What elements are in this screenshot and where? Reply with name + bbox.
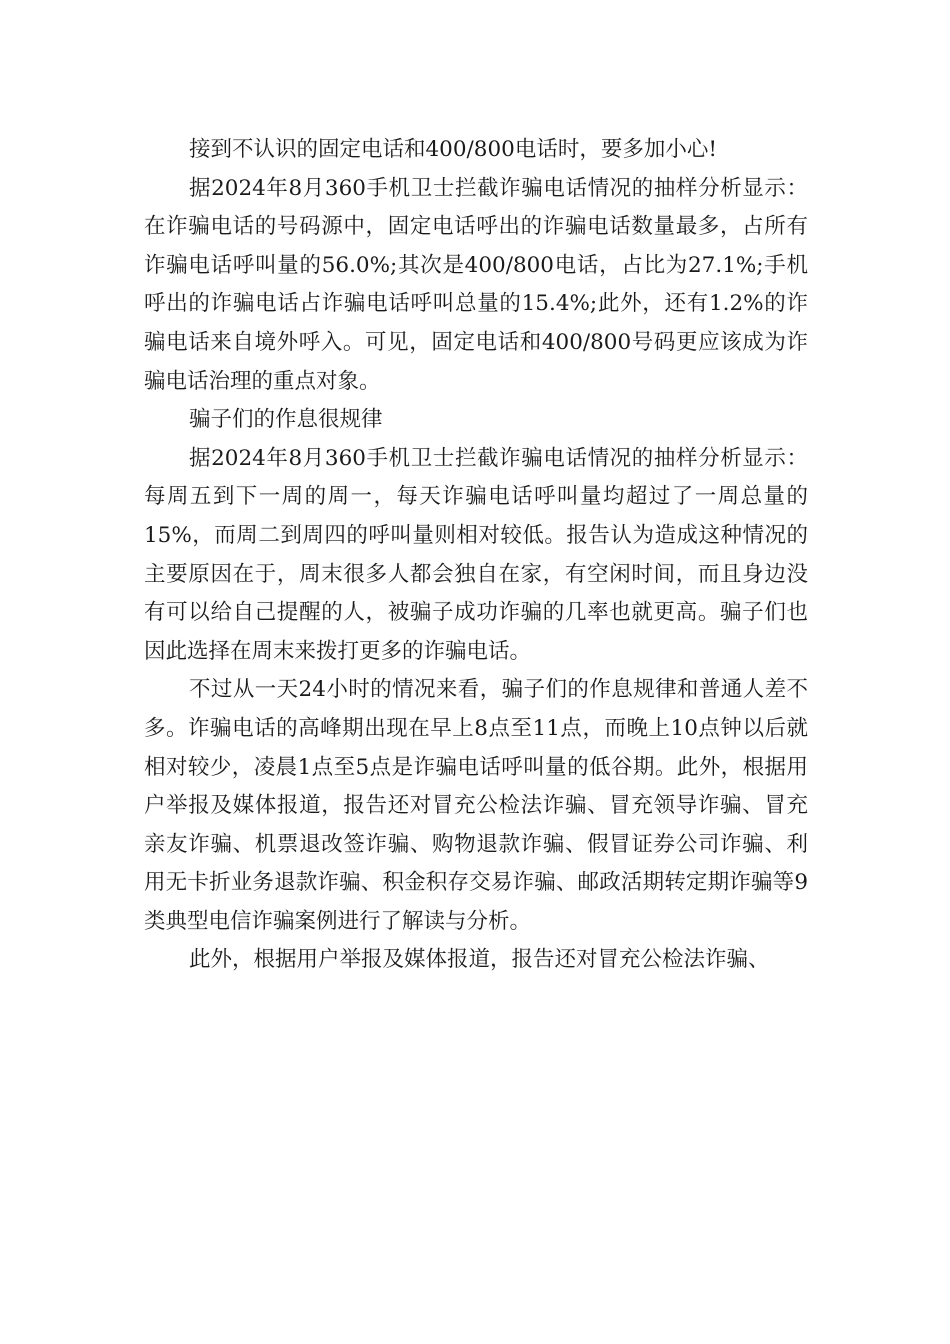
section-heading-schedule: 骗子们的作息很规律: [189, 407, 383, 433]
paragraph-continuation: 此外，根据用户举报及媒体报道，报告还对冒充公检法诈骗、: [189, 947, 770, 973]
paragraph-warning: 接到不认识的固定电话和400/800电话时，要多加小心!: [189, 137, 717, 162]
paragraph-weekly-pattern: 据2024年8月360手机卫士拦截诈骗电话情况的抽样分析显示：每周五到下一周的周一，每天诈骗电话呼叫量均超过了一周总量的15%，而周二到周四的呼叫量则相对较低。报告认为造成这种情况的主要原因在于，周末很多人都会独自在家，有空闲时间，而且身边没有可以给自己提醒的人，被骗子成功诈骗的几率也就更高。骗子们也因此选择在周末来拨打更多的诈骗电话。: [144, 445, 808, 664]
document-body: [144, 131, 808, 980]
paragraph-daily-pattern: 不过从一天24小时的情况来看，骗子们的作息规律和普通人差不多。诈骗电话的高峰期出现在早上8点至11点，而晚上10点钟以后就相对较少，凌晨1点至5点是诈骗电话呼叫量的低谷期。此外，根据用户举报及媒体报道，报告还对冒充公检法诈骗、冒充领导诈骗、冒充亲友诈骗、机票退改签诈骗、购物退款诈骗、假冒证券公司诈骗、利用无卡折业务退款诈骗、积金积存交易诈骗、邮政活期转定期诈骗等9类典型电信诈骗案例进行了解读与分析。: [144, 677, 808, 934]
paragraph-number-sources: 据2024年8月360手机卫士拦截诈骗电话情况的抽样分析显示：在诈骗电话的号码源中，固定电话呼出的诈骗电话数量最多，占所有诈骗电话呼叫量的56.0%;其次是400/800电话，占比为27.1%;手机呼出的诈骗电话占诈骗电话呼叫总量的15.4%;此外，还有1.2%的诈骗电话来自境外呼入。可见，固定电话和400/800号码更应该成为诈骗电话治理的重点对象。: [144, 175, 808, 394]
